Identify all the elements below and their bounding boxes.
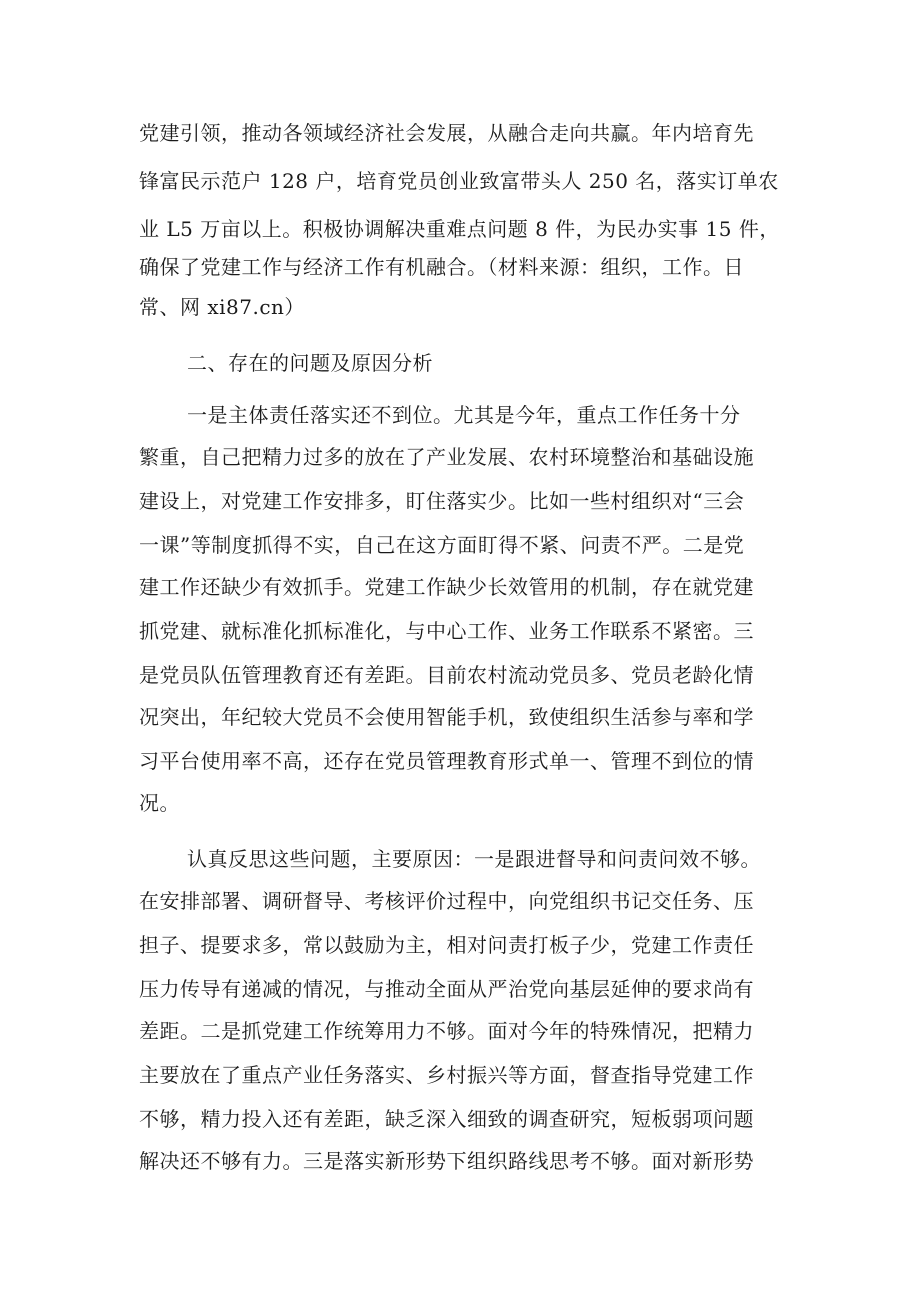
paragraph-2-line-5: 建工作还缺少有效抓手。党建工作缺少长效管用的机制，存在就党建 bbox=[139, 575, 754, 599]
paragraph-2-line-10: 况。 bbox=[139, 791, 180, 815]
section-heading: 二、存在的问题及原因分析 bbox=[187, 351, 433, 375]
paragraph-3-line-2: 在安排部署、调研督导、考核评价过程中，向党组织书记交任务、压 bbox=[139, 889, 754, 913]
paragraph-2-line-9: 习平台使用率不高，还存在党员管理教育形式单一、管理不到位的情 bbox=[139, 749, 754, 773]
paragraph-2-line-3: 建设上，对党建工作安排多，盯住落实少。比如一些村组织对“三会 bbox=[139, 489, 745, 513]
paragraph-2-line-8: 况突出，年纪较大党员不会使用智能手机，致使组织生活参与率和学 bbox=[139, 705, 754, 729]
paragraph-1-line-3: 业 L5 万亩以上。积极协调解决重难点问题 8 件，为民办实事 15 件， bbox=[139, 217, 780, 241]
paragraph-3-line-8: 解决还不够有力。三是落实新形势下组织路线思考不够。面对新形势 bbox=[139, 1149, 754, 1173]
paragraph-3-line-6: 主要放在了重点产业任务落实、乡村振兴等方面，督查指导党建工作 bbox=[139, 1063, 754, 1087]
paragraph-3-line-3: 担子、提要求多，常以鼓励为主，相对问责打板子少，党建工作责任 bbox=[139, 933, 754, 957]
paragraph-3-line-7: 不够，精力投入还有差距，缺乏深入细致的调查研究，短板弱项问题 bbox=[139, 1107, 754, 1131]
paragraph-2-line-4: 一课”等制度抓得不实，自己在这方面盯得不紧、问责不严。二是党 bbox=[139, 533, 745, 557]
paragraph-2-line-1: 一是主体责任落实还不到位。尤其是今年，重点工作任务十分 bbox=[187, 403, 741, 427]
paragraph-2-line-6: 抓党建、就标准化抓标准化，与中心工作、业务工作联系不紧密。三 bbox=[139, 619, 754, 643]
paragraph-1-line-1: 党建引领，推动各领域经济社会发展，从融合走向共赢。年内培育先 bbox=[139, 121, 754, 145]
paragraph-3-line-1: 认真反思这些问题，主要原因：一是跟进督导和问责问效不够。 bbox=[187, 847, 761, 871]
paragraph-1-line-5: 常、网 xi87.cn） bbox=[139, 295, 305, 319]
paragraph-2-line-7: 是党员队伍管理教育还有差距。目前农村流动党员多、党员老龄化情 bbox=[139, 663, 754, 687]
paragraph-2-line-2: 繁重，自己把精力过多的放在了产业发展、农村环境整治和基础设施 bbox=[139, 445, 754, 469]
paragraph-3-line-4: 压力传导有递减的情况，与推动全面从严治党向基层延伸的要求尚有 bbox=[139, 977, 754, 1001]
paragraph-1-line-4: 确保了党建工作与经济工作有机融合。（材料来源：组织，工作。日 bbox=[139, 255, 744, 279]
paragraph-1-line-2: 锋富民示范户 128 户，培育党员创业致富带头人 250 名，落实订单农 bbox=[139, 169, 779, 193]
paragraph-3-line-5: 差距。二是抓党建工作统筹用力不够。面对今年的特殊情况，把精力 bbox=[139, 1019, 754, 1043]
